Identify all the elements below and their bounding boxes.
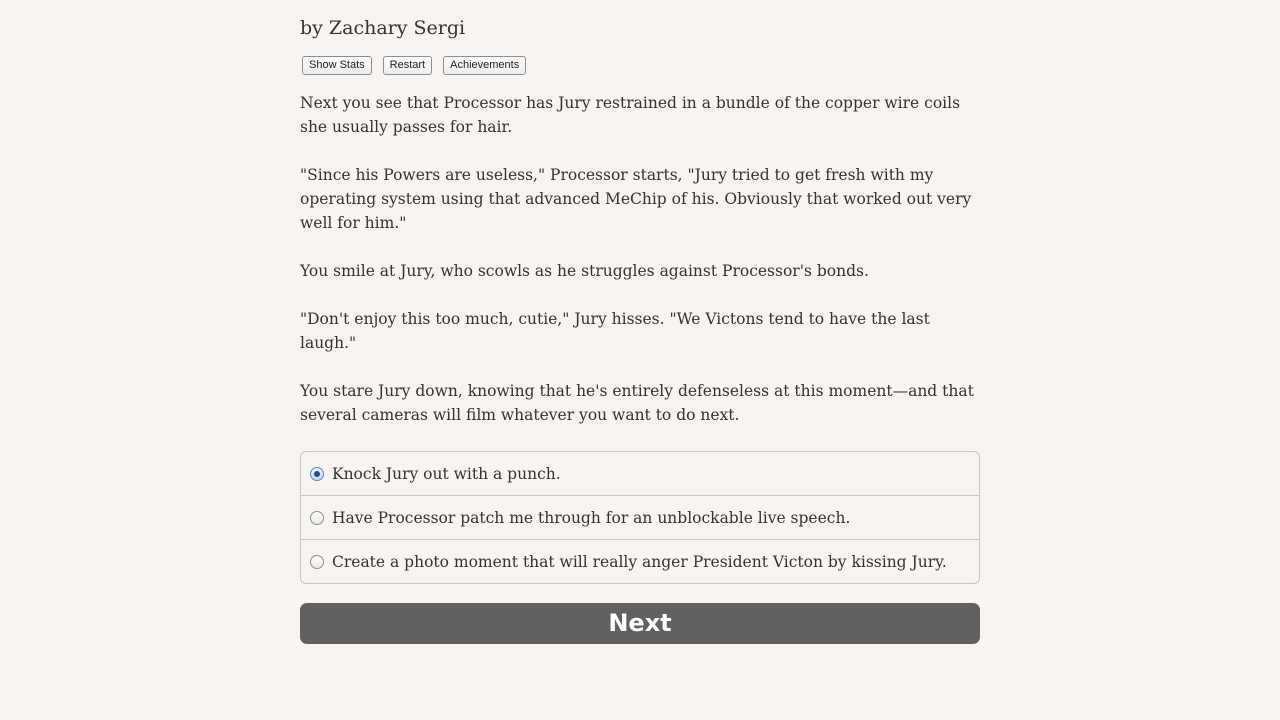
radio-button-icon[interactable]	[310, 555, 324, 569]
achievements-button[interactable]: Achievements	[443, 56, 526, 75]
passage-paragraph: You stare Jury down, knowing that he's entirely defenseless at this moment—and that several cameras will film whatever you want to do next.	[300, 382, 974, 424]
author-byline: by Zachary Sergi	[300, 17, 466, 39]
passage-paragraph: "Since his Powers are useless," Processor starts, "Jury tried to get fresh with my operating system using that advanced MeChip of his. Obviously that worked out very well for him."	[300, 166, 972, 232]
toolbar	[300, 56, 980, 75]
choice-label: Create a photo moment that will really anger President Victon by kissing Jury.	[332, 552, 947, 571]
choice-label: Have Processor patch me through for an unblockable live speech.	[332, 508, 851, 527]
choice-option-live-speech[interactable]	[301, 495, 979, 539]
choice-option-kiss-jury[interactable]	[301, 539, 979, 583]
next-button[interactable]: Next	[300, 603, 980, 644]
choice-option-punch[interactable]	[301, 452, 979, 495]
passage-paragraph: "Don't enjoy this too much, cutie," Jury hisses. "We Victons tend to have the last laugh."	[300, 310, 930, 352]
passage-paragraph: You smile at Jury, who scowls as he struggles against Processor's bonds.	[300, 262, 869, 280]
radio-button-icon[interactable]	[310, 511, 324, 525]
choice-list	[300, 451, 980, 584]
story-passage	[300, 91, 980, 427]
story-column	[300, 0, 980, 644]
radio-button-icon[interactable]	[310, 467, 324, 481]
passage-paragraph: Next you see that Processor has Jury restrained in a bundle of the copper wire coils she usually passes for hair.	[300, 94, 961, 136]
restart-button[interactable]: Restart	[383, 56, 432, 75]
choice-label: Knock Jury out with a punch.	[332, 464, 561, 483]
show-stats-button[interactable]: Show Stats	[302, 56, 372, 75]
